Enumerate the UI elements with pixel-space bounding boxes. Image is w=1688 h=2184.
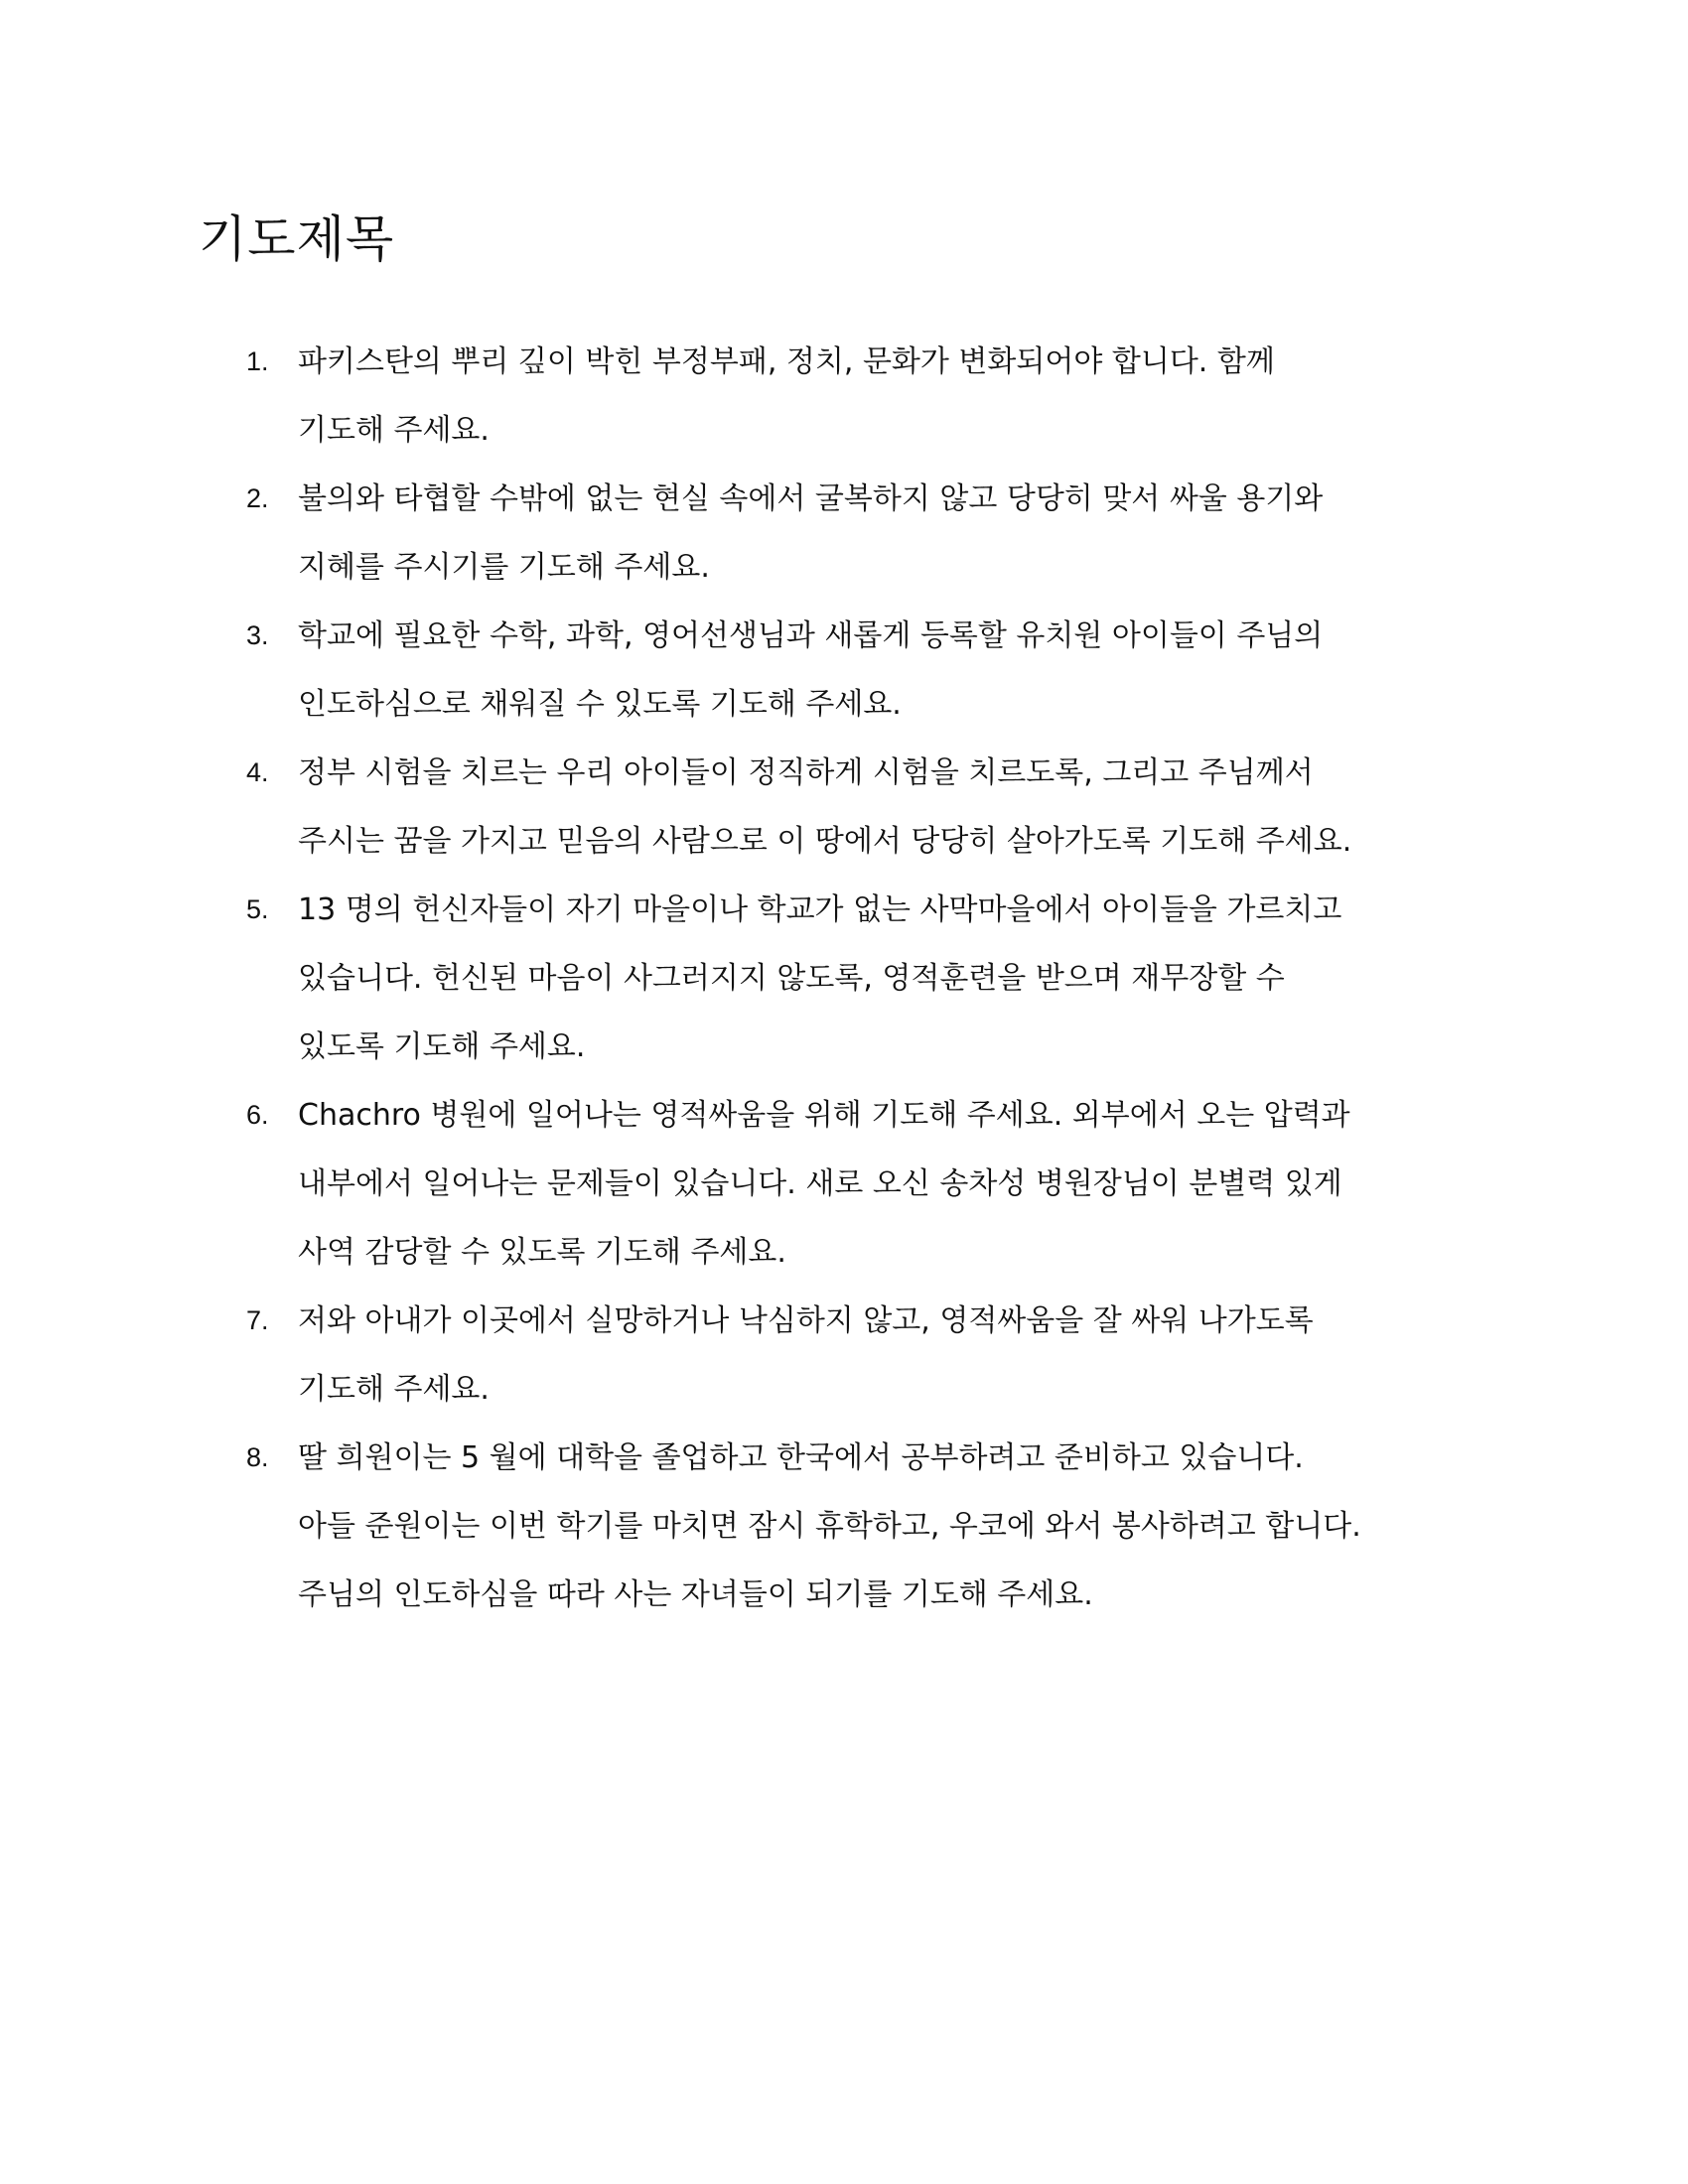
prayer-item-number: 3. bbox=[246, 620, 269, 650]
prayer-item bbox=[0, 465, 1688, 602]
prayer-item-text bbox=[298, 602, 1489, 739]
prayer-item-line: 정부 시험을 치르는 우리 아이들이 정직하게 시험을 치르도록, 그리고 주님께서 bbox=[298, 755, 1314, 790]
page-title: 기도제목 bbox=[199, 210, 395, 268]
prayer-item-number: 5. bbox=[246, 894, 269, 924]
prayer-item bbox=[0, 1287, 1688, 1424]
prayer-item-line: 저와 아내가 이곳에서 실망하거나 낙심하지 않고, 영적싸움을 잘 싸워 나가도록 bbox=[298, 1303, 1314, 1338]
prayer-item-text bbox=[298, 328, 1489, 465]
prayer-item-text bbox=[298, 1081, 1489, 1287]
prayer-item-text bbox=[298, 1287, 1489, 1424]
prayer-item-line: 기도해 주세요. bbox=[298, 413, 490, 448]
prayer-item-number: 7. bbox=[246, 1305, 269, 1335]
prayer-item bbox=[0, 739, 1688, 876]
prayer-item-line: 인도하심으로 채워질 수 있도록 기도해 주세요. bbox=[298, 687, 902, 722]
prayer-item-line: 13 명의 헌신자들이 자기 마을이나 학교가 없는 사막마을에서 아이들을 가르치고 bbox=[298, 892, 1342, 927]
prayer-item-text bbox=[298, 465, 1489, 602]
prayer-item-number: 4. bbox=[246, 757, 269, 787]
prayer-item-number: 6. bbox=[246, 1100, 269, 1130]
prayer-item bbox=[0, 1081, 1688, 1287]
prayer-item-number: 2. bbox=[246, 483, 269, 513]
prayer-item-line: 딸 희원이는 5 월에 대학을 졸업하고 한국에서 공부하려고 준비하고 있습니다. bbox=[298, 1440, 1304, 1475]
prayer-item-line: 불의와 타협할 수밖에 없는 현실 속에서 굴복하지 않고 당당히 맞서 싸울 용기와 bbox=[298, 481, 1324, 516]
prayer-item-line: 지혜를 주시기를 기도해 주세요. bbox=[298, 550, 710, 585]
prayer-item bbox=[0, 876, 1688, 1081]
prayer-item-number: 1. bbox=[246, 346, 269, 376]
prayer-item-line: 내부에서 일어나는 문제들이 있습니다. 새로 오신 송차성 병원장님이 분별력 있게 bbox=[298, 1166, 1342, 1201]
prayer-item bbox=[0, 1424, 1688, 1629]
prayer-item-number: 8. bbox=[246, 1442, 269, 1472]
prayer-item-line: Chachro 병원에 일어나는 영적싸움을 위해 기도해 주세요. 외부에서 오는 압력과 bbox=[298, 1098, 1350, 1133]
prayer-item bbox=[0, 328, 1688, 465]
prayer-item-text bbox=[298, 1424, 1489, 1629]
prayer-item-line: 아들 준원이는 이번 학기를 마치면 잠시 휴학하고, 우코에 와서 봉사하려고 합니다. bbox=[298, 1509, 1361, 1544]
prayer-item-line: 있습니다. 헌신된 마음이 사그러지지 않도록, 영적훈련을 받으며 재무장할 수 bbox=[298, 961, 1285, 996]
prayer-item-line: 학교에 필요한 수학, 과학, 영어선생님과 새롭게 등록할 유치원 아이들이 주님의 bbox=[298, 618, 1324, 653]
prayer-item-line: 주님의 인도하심을 따라 사는 자녀들이 되기를 기도해 주세요. bbox=[298, 1577, 1093, 1612]
prayer-item-line: 주시는 꿈을 가지고 믿음의 사람으로 이 땅에서 당당히 살아가도록 기도해 주세요. bbox=[298, 824, 1352, 859]
prayer-list bbox=[0, 328, 1688, 1629]
prayer-item-line: 기도해 주세요. bbox=[298, 1372, 490, 1407]
prayer-item-text bbox=[298, 739, 1489, 876]
prayer-item-text bbox=[298, 876, 1489, 1081]
prayer-item-line: 파키스탄의 뿌리 깊이 박힌 부정부패, 정치, 문화가 변화되어야 합니다. 함께 bbox=[298, 344, 1275, 379]
prayer-item-line: 있도록 기도해 주세요. bbox=[298, 1029, 586, 1064]
prayer-item-line: 사역 감당할 수 있도록 기도해 주세요. bbox=[298, 1235, 786, 1270]
prayer-item bbox=[0, 602, 1688, 739]
